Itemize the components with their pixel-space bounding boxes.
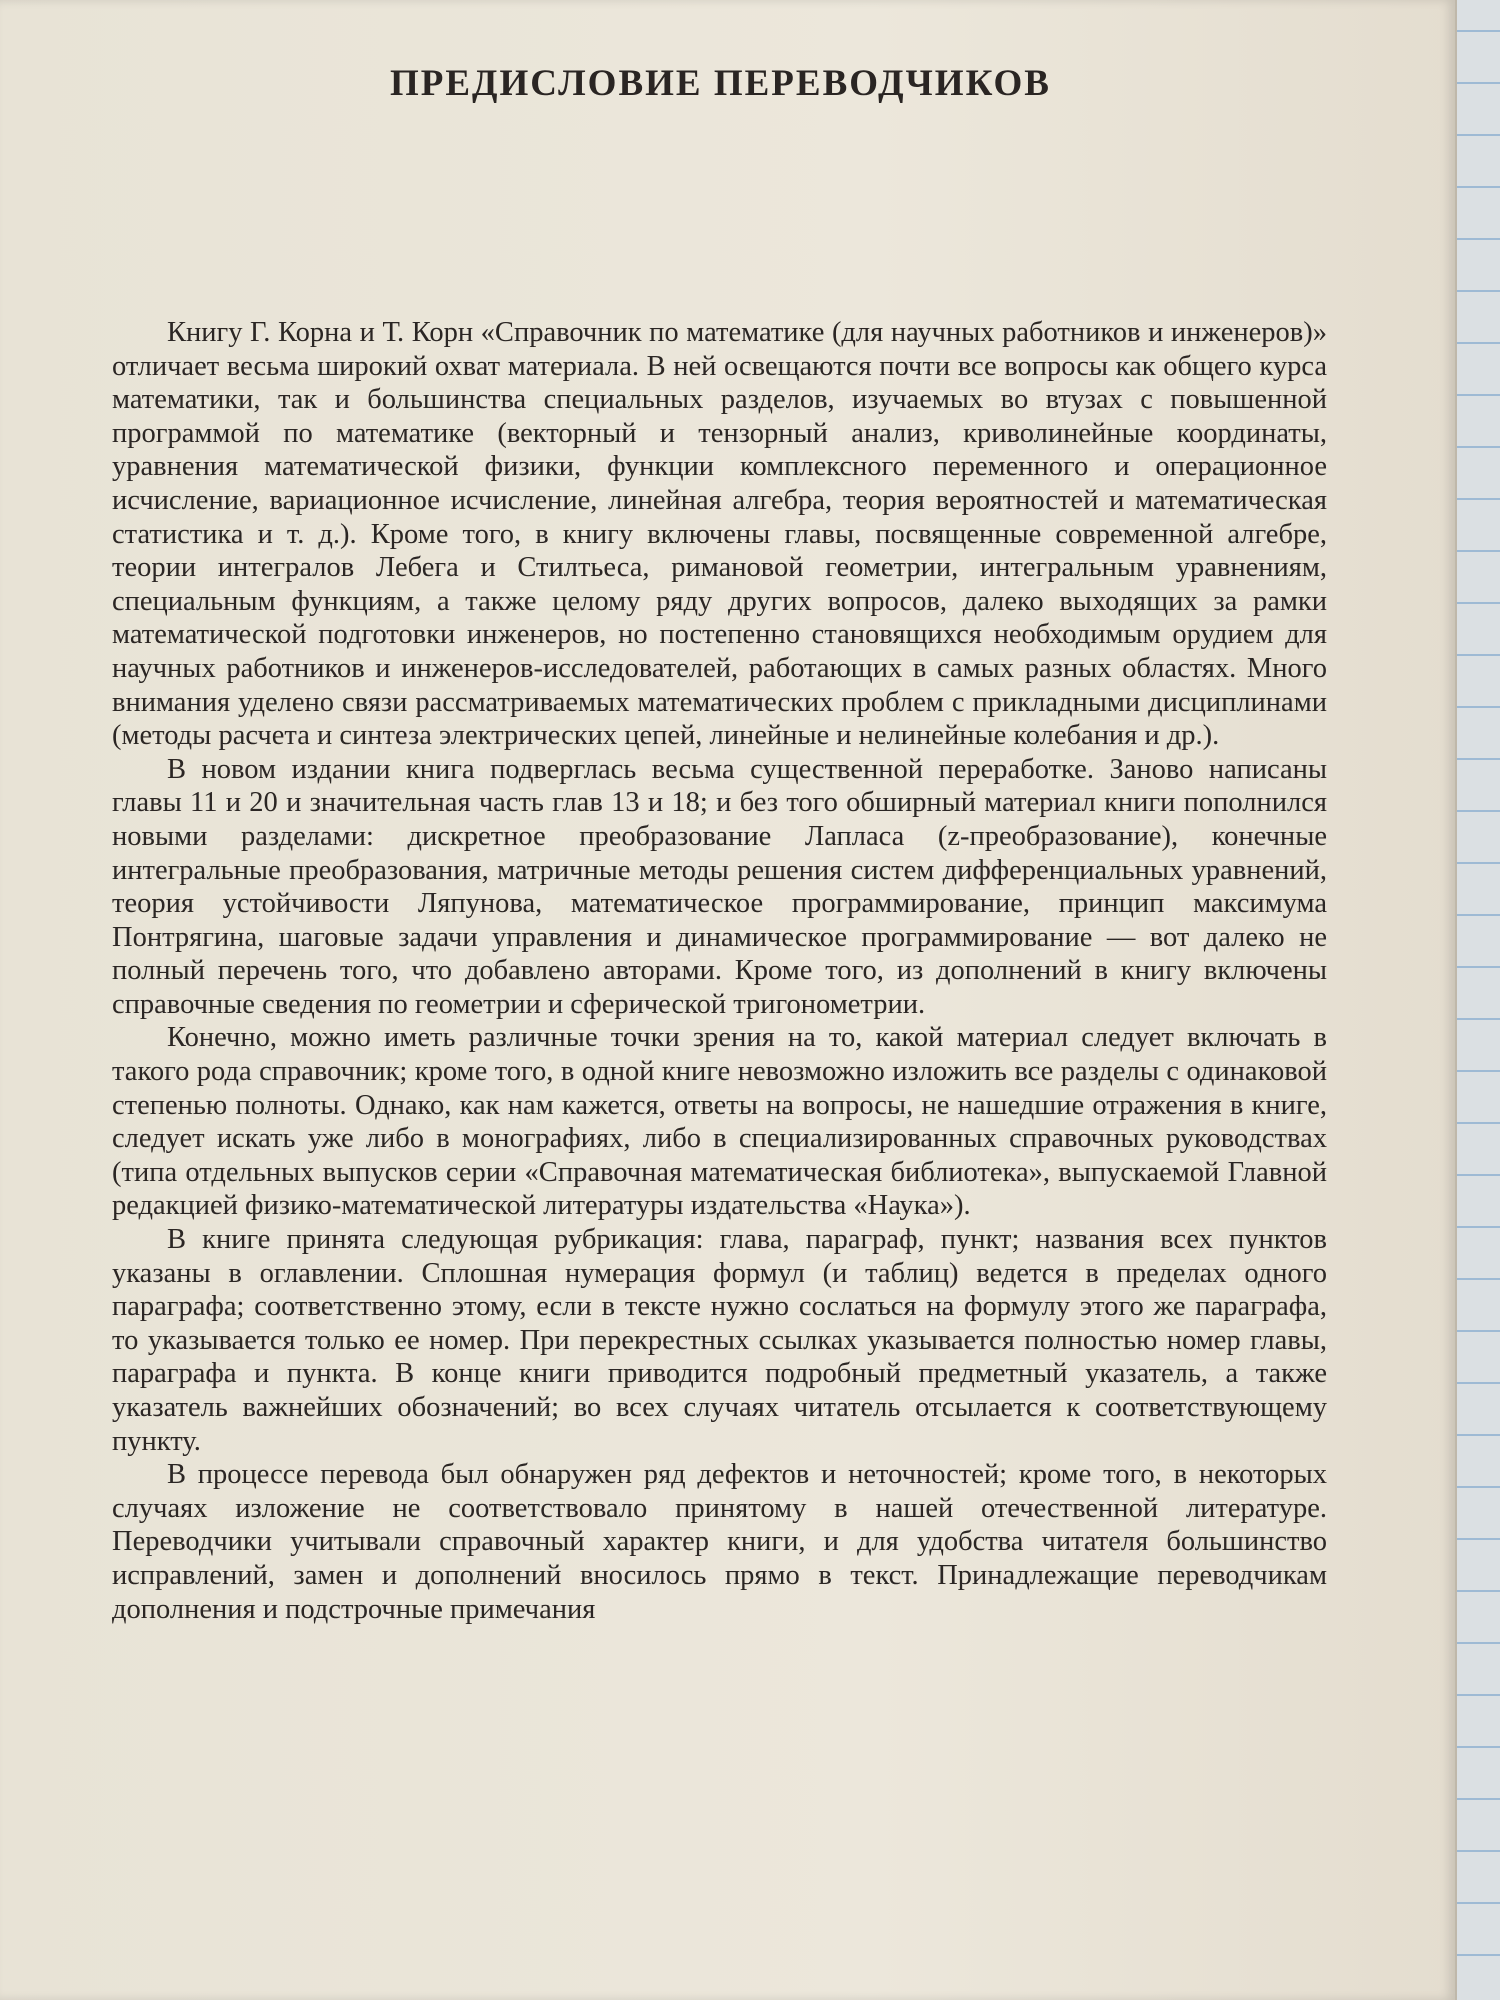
ruled-line [1457, 654, 1500, 656]
ruled-line [1457, 30, 1500, 32]
notebook-edge [1455, 0, 1500, 2000]
ruled-line [1457, 706, 1500, 708]
ruled-line [1457, 1330, 1500, 1332]
ruled-line [1457, 1798, 1500, 1800]
ruled-line [1457, 1174, 1500, 1176]
ruled-line [1457, 1850, 1500, 1852]
ruled-line [1457, 394, 1500, 396]
ruled-line [1457, 290, 1500, 292]
page-title: ПРЕДИСЛОВИЕ ПЕРЕВОДЧИКОВ [390, 63, 1051, 104]
ruled-line [1457, 1070, 1500, 1072]
ruled-line [1457, 966, 1500, 968]
ruled-line [1457, 1486, 1500, 1488]
paragraph: В книге принята следующая рубрикация: глава, параграф, пункт; названия всех пунктов указаны в оглавлении. Сплошная нумерация формул (и таблиц) ведется в пределах одного параграфа; соответственно этому, если в тексте нужно сослаться на формулу этого же параграфа, то указывается только ее номер. При перекрестных ссылках указывается полностью номер главы, параграфа и пункта. В конце книги приводится подробный предметный указатель, а также указатель важнейших обозначений; во всех случаях читатель отсылается к соответствующему пункту. [112, 1224, 1327, 1457]
ruled-line [1457, 550, 1500, 552]
ruled-line [1457, 1954, 1500, 1956]
ruled-line [1457, 342, 1500, 344]
paragraph: В новом издании книга подверглась весьма существенной переработке. Заново написаны главы 11 и 20 и значительная часть глав 13 и 18; и без того обширный материал книги пополнился новыми разделами: дискретное преобразование Лапласа (z-преобразование), конечные интегральные преобразования, матричные методы решения систем дифференциальных уравнений, теория устойчивости Ляпунова, математическое программирование, принцип максимума Понтрягина, шаговые задачи управления и динамическое программирование — вот далеко не полный перечень того, что добавлено авторами. Кроме того, из дополнений в книгу включены справочные сведения по геометрии и сферической тригонометрии. [112, 753, 1327, 1020]
ruled-line [1457, 758, 1500, 760]
ruled-line [1457, 1018, 1500, 1020]
ruled-line [1457, 1226, 1500, 1228]
ruled-line [1457, 1538, 1500, 1540]
ruled-line [1457, 1590, 1500, 1592]
ruled-line [1457, 498, 1500, 500]
ruled-line [1457, 810, 1500, 812]
ruled-line [1457, 602, 1500, 604]
ruled-line [1457, 1382, 1500, 1384]
ruled-line [1457, 1278, 1500, 1280]
ruled-line [1457, 82, 1500, 84]
ruled-line [1457, 1642, 1500, 1644]
ruled-line [1457, 446, 1500, 448]
ruled-line [1457, 1434, 1500, 1436]
ruled-line [1457, 914, 1500, 916]
ruled-line [1457, 186, 1500, 188]
paragraph: В процессе перевода был обнаружен ряд дефектов и неточностей; кроме того, в некоторых случаях изложение не соответствовало принятому в нашей отечественной литературе. Переводчики учитывали справочный характер книги, и для удобства читателя большинство исправлений, замен и дополнений вносилось прямо в текст. Принадлежащие переводчикам дополнения и подстрочные примечания [112, 1459, 1327, 1625]
ruled-line [1457, 238, 1500, 240]
paragraph: Книгу Г. Корна и Т. Корн «Справочник по математике (для научных работников и инженеров)» отличает весьма широкий охват материала. В ней освещаются почти все вопросы как общего курса математики, так и большинства специальных разделов, изучаемых во втузах с повышенной программой по математике (векторный и тензорный анализ, криволинейные координаты, уравнения математической физики, функции комплексного переменного и операционное исчисление, вариационное исчисление, линейная алгебра, теория вероятностей и математическая статистика и т. д.). Кроме того, в книгу включены главы, посвященные современной алгебре, теории интегралов Лебега и Стилтьеса, римановой геометрии, интегральным уравнениям, специальным функциям, а также целому ряду других вопросов, далеко выходящих за рамки математической подготовки инженеров, но постепенно становящихся необходимым орудием для научных работников и инженеров-исследователей, работающих в самых разных областях. Много внимания уделено связи рассматриваемых математических проблем с прикладными дисциплинами (методы расчета и синтеза электрических цепей, линейные и нелинейные колебания и др.). [112, 317, 1327, 752]
body-text [112, 316, 1327, 1626]
ruled-line [1457, 1122, 1500, 1124]
ruled-line [1457, 862, 1500, 864]
ruled-line [1457, 134, 1500, 136]
ruled-line [1457, 1902, 1500, 1904]
paragraph: Конечно, можно иметь различные точки зрения на то, какой материал следует включать в такого рода справочник; кроме того, в одной книге невозможно изложить все разделы с одинаковой степенью полноты. Однако, как нам кажется, ответы на вопросы, не нашедшие отражения в книге, следует искать уже либо в монографиях, либо в специализированных справочных руководствах (типа отдельных выпусков серии «Справочная математическая библиотека», выпускаемой Главной редакцией физико-математической литературы издательства «Наука»). [112, 1022, 1327, 1222]
ruled-line [1457, 1694, 1500, 1696]
ruled-line [1457, 1746, 1500, 1748]
